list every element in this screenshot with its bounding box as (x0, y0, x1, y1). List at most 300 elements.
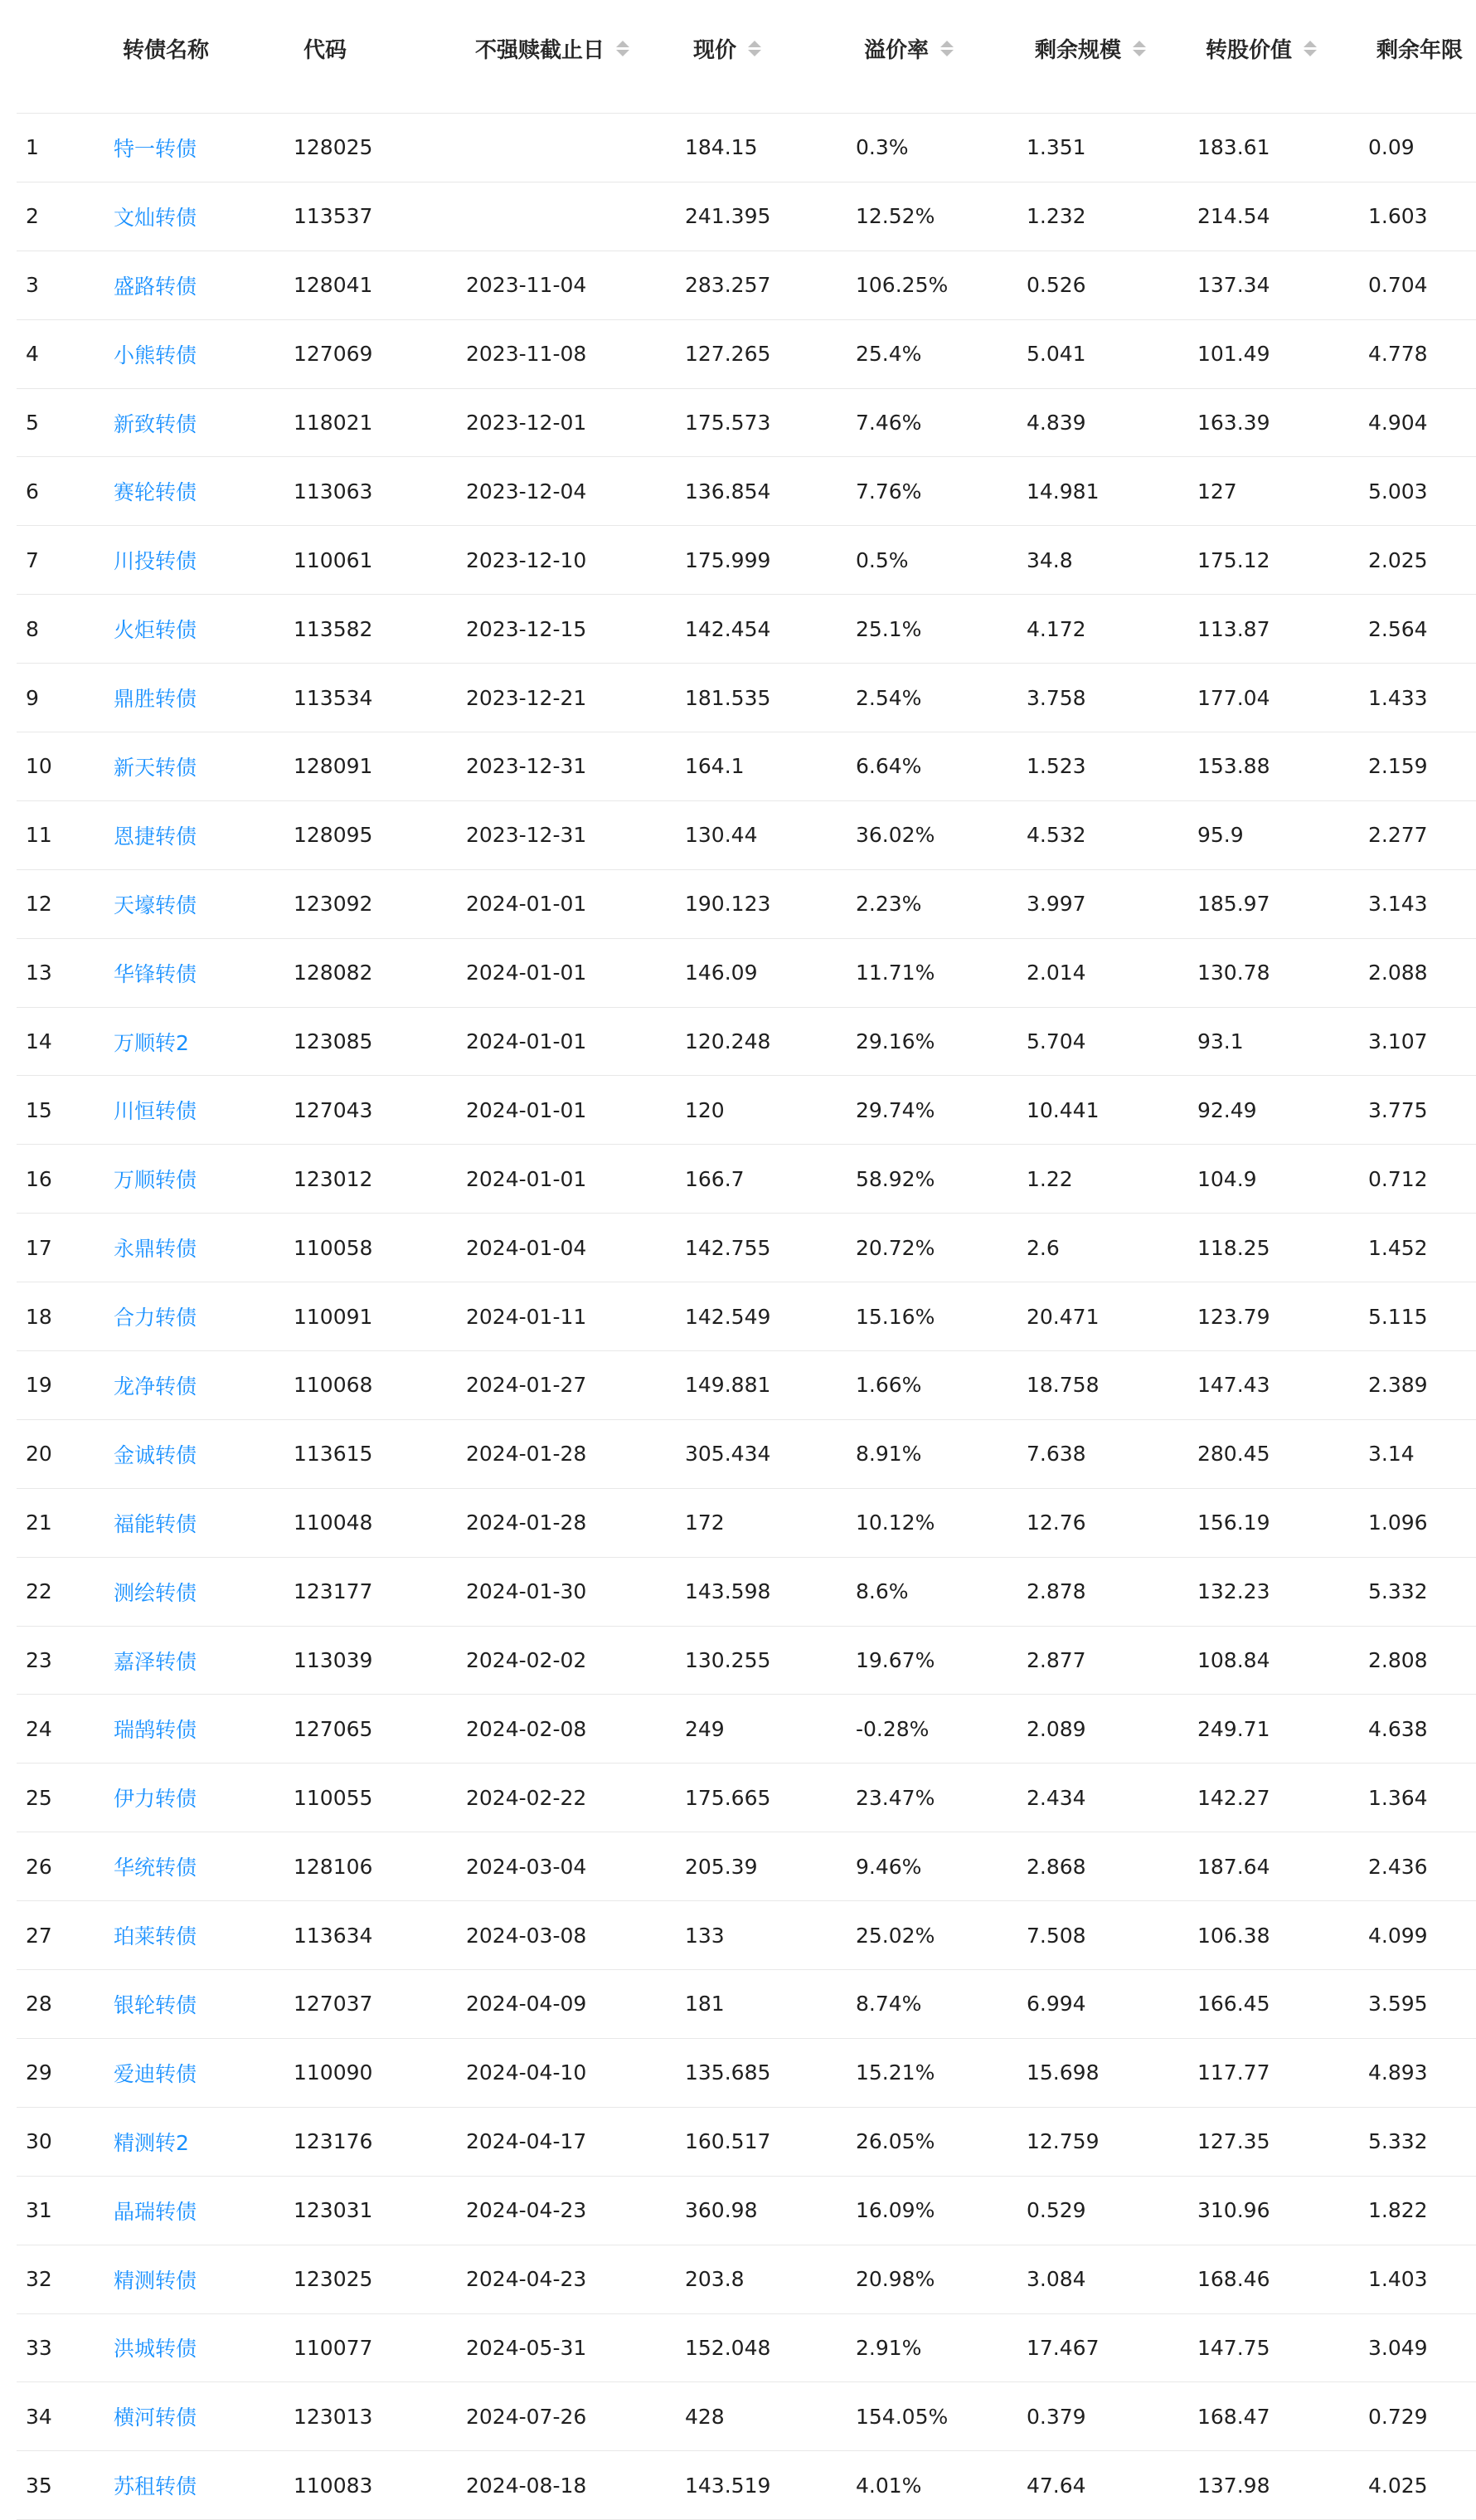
bond-name-link[interactable] (114, 664, 197, 732)
header-premium-sort[interactable] (864, 33, 954, 64)
remaining-size-text: 4.839 (1027, 411, 1086, 435)
sort-icon[interactable] (940, 41, 954, 56)
bond-name-link[interactable] (114, 2451, 197, 2519)
bond-name-link-text[interactable]: 川投转债 (114, 549, 197, 574)
conversion-value-text: 175.12 (1197, 547, 1270, 572)
bond-name-link-text[interactable]: 珀莱转债 (114, 1924, 197, 1949)
remaining-size-text: 12.759 (1027, 2129, 1100, 2154)
remaining-years-text: 2.025 (1368, 547, 1428, 572)
no-redeem-date-text: 2024-02-08 (466, 1716, 587, 1741)
bond-name-link-text[interactable]: 嘉泽转债 (114, 1649, 197, 1674)
remaining-size (1027, 1420, 1086, 1488)
bond-name-link-text[interactable]: 永鼎转债 (114, 1237, 197, 1262)
remaining-size-text: 18.758 (1027, 1373, 1100, 1398)
remaining-size (1027, 2108, 1099, 2176)
row-index-text: 24 (26, 1716, 52, 1741)
bond-name-link-text[interactable]: 鼎胜转债 (114, 687, 197, 712)
bond-code-text: 128041 (294, 273, 373, 298)
bond-name-link-text[interactable]: 洪城转债 (114, 2337, 197, 2362)
bond-name-link[interactable] (114, 389, 197, 457)
premium-rate-text: 58.92% (856, 1166, 935, 1191)
bond-code-text: 118021 (294, 411, 373, 435)
conversion-value-text: 137.98 (1197, 2473, 1270, 2498)
remaining-years (1368, 1695, 1428, 1763)
row-index-text: 22 (26, 1579, 52, 1604)
no-redeem-date-text: 2023-11-04 (466, 273, 587, 298)
bond-code (294, 664, 372, 732)
bond-name-link-text[interactable]: 金诚转债 (114, 1442, 197, 1467)
sort-icon[interactable] (1133, 41, 1146, 56)
premium-rate-text: 15.21% (856, 2060, 935, 2085)
table-row (17, 1627, 1476, 1695)
table-row (17, 939, 1476, 1008)
bond-code-text: 123176 (294, 2129, 373, 2154)
sort-icon[interactable] (748, 41, 761, 56)
bond-name-link-text[interactable]: 川恒转债 (114, 1099, 197, 1124)
conversion-value-text: 185.97 (1197, 892, 1270, 917)
remaining-years-text: 3.049 (1368, 2335, 1428, 2360)
no-redeem-date-text: 2023-12-10 (466, 547, 587, 572)
premium-rate (856, 595, 921, 663)
price-text: 190.123 (685, 892, 771, 917)
row-index (26, 182, 39, 251)
price-text: 142.454 (685, 616, 771, 641)
premium-rate-text: 10.12% (856, 1511, 935, 1535)
no-redeem-date (466, 2245, 586, 2313)
premium-rate-text: 106.25% (856, 273, 949, 298)
header-code (303, 33, 347, 64)
remaining-years (1368, 1558, 1428, 1626)
bond-name-link-text[interactable]: 横河转债 (114, 2406, 197, 2430)
table-row (17, 732, 1476, 801)
bond-name-link[interactable] (114, 1282, 197, 1350)
table-row (17, 2382, 1476, 2451)
bond-code (294, 457, 372, 525)
conversion-value (1197, 457, 1237, 525)
remaining-years-text: 2.808 (1368, 1648, 1428, 1673)
bond-name-link-text[interactable]: 银轮转债 (114, 1992, 197, 2017)
bond-name-link[interactable] (114, 182, 197, 251)
no-redeem-date-text: 2024-01-28 (466, 1511, 587, 1535)
bond-name-link[interactable] (114, 1558, 197, 1626)
remaining-size-text: 3.997 (1027, 892, 1086, 917)
premium-rate (856, 1008, 935, 1076)
bond-name-link[interactable] (114, 1076, 197, 1144)
no-redeem-date (466, 1351, 586, 1419)
row-index-text: 35 (26, 2473, 52, 2498)
premium-rate-text: 7.46% (856, 411, 922, 435)
no-redeem-date-text: 2024-04-10 (466, 2060, 587, 2085)
table-row (17, 320, 1476, 389)
bond-name-link-text[interactable]: 盛路转债 (114, 274, 197, 299)
bond-name-link[interactable] (114, 1901, 197, 1969)
bond-name-link-text[interactable]: 华锋转债 (114, 961, 197, 986)
price-text: 184.15 (685, 135, 758, 160)
header-years-label: 剩余年限 (1376, 38, 1464, 63)
bond-code (294, 114, 372, 182)
conversion-value (1197, 1145, 1257, 1213)
premium-rate-text: 8.6% (856, 1579, 909, 1604)
bond-name-link-text[interactable]: 福能转债 (114, 1511, 197, 1536)
sort-icon[interactable] (1304, 41, 1317, 56)
conversion-value-text: 93.1 (1197, 1029, 1244, 1054)
conversion-value-text: 187.64 (1197, 1854, 1270, 1879)
no-redeem-date (466, 595, 586, 663)
bond-code-text: 128025 (294, 135, 373, 160)
bond-name-link[interactable] (114, 1008, 189, 1076)
row-index-text: 25 (26, 1785, 52, 1810)
remaining-years (1368, 182, 1428, 251)
bond-name-link[interactable] (114, 732, 197, 800)
conversion-value (1197, 1420, 1270, 1488)
table-row (17, 870, 1476, 939)
remaining-size-text: 12.76 (1027, 1511, 1086, 1535)
row-index (26, 1558, 52, 1626)
bond-code-text: 123092 (294, 892, 373, 917)
bond-name-link[interactable] (114, 1970, 197, 2038)
header-conv-value-label: 转股价值 (1206, 38, 1293, 63)
remaining-years-text: 5.332 (1368, 1579, 1428, 1604)
remaining-years (1368, 1214, 1428, 1282)
premium-rate (856, 1627, 935, 1695)
remaining-years (1368, 1076, 1428, 1144)
conversion-value-text: 168.46 (1197, 2267, 1270, 2292)
premium-rate-text: 20.72% (856, 1235, 935, 1260)
bond-name-link[interactable] (114, 870, 197, 938)
bond-name-link-text[interactable]: 万顺转债 (114, 1168, 197, 1193)
price-text: 152.048 (685, 2335, 771, 2360)
no-redeem-date-text: 2023-12-31 (466, 754, 587, 779)
bond-name-link[interactable] (114, 2039, 197, 2107)
price (685, 870, 770, 938)
remaining-years-text: 1.364 (1368, 1785, 1428, 1810)
bond-code (294, 2451, 372, 2519)
premium-rate (856, 2177, 935, 2245)
remaining-years (1368, 2245, 1428, 2313)
remaining-years-text: 4.638 (1368, 1716, 1428, 1741)
no-redeem-date (466, 1764, 586, 1832)
header-size-label: 剩余规模 (1035, 38, 1122, 63)
header-premium-label: 溢价率 (864, 38, 930, 63)
conversion-value (1197, 1282, 1270, 1350)
row-index-text: 7 (26, 547, 39, 572)
premium-rate-text: 1.66% (856, 1373, 922, 1398)
premium-rate (856, 2108, 935, 2176)
remaining-years (1368, 2451, 1428, 2519)
premium-rate-text: 154.05% (856, 2404, 949, 2429)
row-index (26, 1282, 52, 1350)
bond-name-link-text[interactable]: 精测转2 (114, 2130, 189, 2155)
bond-name-link[interactable] (114, 801, 197, 869)
no-redeem-date (466, 457, 586, 525)
table-row (17, 1764, 1476, 1832)
conversion-value (1197, 1764, 1270, 1832)
row-index-text: 18 (26, 1304, 52, 1329)
remaining-size (1027, 2177, 1086, 2245)
bond-name-link[interactable] (114, 595, 197, 663)
premium-rate (856, 1832, 921, 1900)
bond-name-link-text[interactable]: 万顺转2 (114, 1030, 189, 1055)
price-text: 120.248 (685, 1029, 771, 1054)
bond-name-link-text[interactable]: 测绘转债 (114, 1580, 197, 1605)
remaining-size (1027, 1764, 1086, 1832)
bond-name-link[interactable] (114, 1145, 197, 1213)
row-index (26, 1695, 52, 1763)
bond-name-link-text[interactable]: 苏租转债 (114, 2474, 197, 2499)
remaining-size (1027, 2245, 1086, 2313)
row-index (26, 801, 52, 869)
remaining-size-text: 2.014 (1027, 961, 1086, 985)
bond-name-link-text[interactable]: 赛轮转债 (114, 480, 197, 505)
no-redeem-date-text: 2024-01-27 (466, 1373, 587, 1398)
conversion-value-text: 92.49 (1197, 1097, 1257, 1122)
bond-name-link-text[interactable]: 新致转债 (114, 411, 197, 436)
price-text: 149.881 (685, 1373, 771, 1398)
table-row (17, 457, 1476, 526)
bond-name-link[interactable] (114, 251, 197, 319)
remaining-size-text: 3.758 (1027, 685, 1086, 710)
no-redeem-date-text: 2024-07-26 (466, 2404, 587, 2429)
bond-name-link-text[interactable]: 特一转债 (114, 136, 197, 161)
bond-name-link[interactable] (114, 2177, 197, 2245)
bond-name-link[interactable] (114, 2108, 189, 2176)
bond-code-text: 110091 (294, 1304, 373, 1329)
remaining-size-text: 4.532 (1027, 823, 1086, 848)
remaining-size (1027, 1351, 1099, 1419)
sort-icon[interactable] (616, 41, 629, 56)
remaining-size-text: 14.981 (1027, 479, 1100, 504)
premium-rate-text: 19.67% (856, 1648, 935, 1673)
price-text: 146.09 (685, 961, 758, 985)
row-index-text: 16 (26, 1166, 52, 1191)
remaining-years-text: 2.088 (1368, 961, 1428, 985)
conversion-value (1197, 114, 1270, 182)
bond-name-link-text[interactable]: 伊力转债 (114, 1787, 197, 1812)
price (685, 1832, 757, 1900)
row-index (26, 251, 39, 319)
conversion-value-text: 123.79 (1197, 1304, 1270, 1329)
table-body (17, 114, 1476, 2520)
remaining-size-text: 1.523 (1027, 754, 1086, 779)
price (685, 1008, 770, 1076)
bond-code-text: 113634 (294, 1923, 373, 1948)
bond-code (294, 1558, 372, 1626)
remaining-years (1368, 1351, 1428, 1419)
no-redeem-date-text: 2024-02-22 (466, 1785, 587, 1810)
row-index-text: 2 (26, 204, 39, 229)
premium-rate (856, 1076, 935, 1144)
remaining-years-text: 3.775 (1368, 1097, 1428, 1122)
premium-rate-text: 26.05% (856, 2129, 935, 2154)
no-redeem-date (466, 1145, 586, 1213)
price (685, 1145, 745, 1213)
bond-name-link[interactable] (114, 457, 197, 525)
bond-name-link-text[interactable]: 新天转债 (114, 755, 197, 780)
row-index (26, 1832, 52, 1900)
conversion-value-text: 310.96 (1197, 2198, 1270, 2223)
header-price-sort[interactable] (693, 33, 761, 64)
conversion-value-text: 249.71 (1197, 1716, 1270, 1741)
bond-name-link-text[interactable]: 瑞鹄转债 (114, 1718, 197, 1743)
bond-code (294, 1214, 372, 1282)
bond-name-link[interactable] (114, 114, 197, 182)
no-redeem-date-text: 2023-12-31 (466, 823, 587, 848)
remaining-years-text: 1.822 (1368, 2198, 1428, 2223)
bond-code (294, 1145, 372, 1213)
bond-code (294, 801, 372, 869)
conversion-value (1197, 1558, 1270, 1626)
bond-name-link[interactable] (114, 1489, 197, 1557)
bond-name-link-text[interactable]: 文灿转债 (114, 205, 197, 230)
remaining-size-text: 5.041 (1027, 342, 1086, 367)
price (685, 1489, 725, 1557)
remaining-years (1368, 1145, 1428, 1213)
remaining-years-text: 2.389 (1368, 1373, 1428, 1398)
premium-rate-text: 8.91% (856, 1442, 922, 1467)
row-index (26, 1970, 52, 2038)
remaining-size-text: 10.441 (1027, 1097, 1100, 1122)
bond-code (294, 320, 372, 388)
bond-name-link-text[interactable]: 龙净转债 (114, 1374, 197, 1399)
remaining-size-text: 7.508 (1027, 1923, 1086, 1948)
bond-code (294, 595, 372, 663)
row-index-text: 26 (26, 1854, 52, 1879)
bond-name-link[interactable] (114, 939, 197, 1007)
header-name (123, 33, 209, 64)
premium-rate-text: 12.52% (856, 204, 935, 229)
bond-name-link-text[interactable]: 火炬转债 (114, 618, 197, 643)
table-row (17, 801, 1476, 870)
table-row (17, 2245, 1476, 2314)
bond-code-text: 128106 (294, 1854, 373, 1879)
bond-name-link[interactable] (114, 1832, 197, 1900)
bond-code (294, 526, 372, 594)
bond-name-link-text[interactable]: 晶瑞转债 (114, 2199, 197, 2224)
remaining-years-text: 1.433 (1368, 685, 1428, 710)
remaining-size (1027, 1901, 1086, 1969)
remaining-years-text: 3.14 (1368, 1442, 1415, 1467)
bond-name-link[interactable] (114, 1420, 197, 1488)
bond-name-link[interactable] (114, 526, 197, 594)
remaining-size-text: 2.434 (1027, 1785, 1086, 1810)
remaining-size-text: 20.471 (1027, 1304, 1100, 1329)
remaining-size-text: 6.994 (1027, 1992, 1086, 2016)
conversion-value (1197, 1076, 1257, 1144)
row-index-text: 8 (26, 616, 39, 641)
bond-code (294, 1970, 372, 2038)
conversion-value (1197, 1970, 1270, 2038)
price (685, 389, 770, 457)
conversion-value-text: 156.19 (1197, 1511, 1270, 1535)
no-redeem-date-text: 2024-01-01 (466, 892, 587, 917)
row-index-text: 33 (26, 2335, 52, 2360)
bond-name-link-text[interactable]: 小熊转债 (114, 343, 197, 367)
remaining-size (1027, 1695, 1086, 1763)
bond-name-link[interactable] (114, 1351, 197, 1419)
premium-rate-text: 8.74% (856, 1992, 922, 2016)
remaining-size (1027, 664, 1086, 732)
remaining-years (1368, 1627, 1428, 1695)
price-text: 175.999 (685, 547, 771, 572)
premium-rate-text: 25.1% (856, 616, 922, 641)
price (685, 2382, 725, 2450)
remaining-years-text: 3.143 (1368, 892, 1428, 917)
remaining-size (1027, 182, 1086, 251)
row-index-text: 15 (26, 1097, 52, 1122)
bond-name-link-text[interactable]: 天壕转债 (114, 893, 197, 917)
remaining-years-text: 4.778 (1368, 342, 1428, 367)
header-code-label: 代码 (303, 38, 347, 63)
conversion-value-text: 104.9 (1197, 1166, 1257, 1191)
bond-name-link-text[interactable]: 华统转债 (114, 1856, 197, 1880)
bond-table (17, 0, 1476, 2520)
remaining-size (1027, 1627, 1086, 1695)
header-date-label: 不强赎截止日 (475, 38, 605, 63)
remaining-size (1027, 1282, 1099, 1350)
no-redeem-date (466, 1214, 586, 1282)
conversion-value (1197, 939, 1270, 1007)
premium-rate (856, 182, 935, 251)
bond-name-link[interactable] (114, 320, 197, 388)
bond-name-link[interactable] (114, 2314, 197, 2382)
row-index (26, 1420, 52, 1488)
remaining-size-text: 7.638 (1027, 1442, 1086, 1467)
no-redeem-date (466, 870, 586, 938)
price-text: 305.434 (685, 1442, 771, 1467)
table-row (17, 114, 1476, 182)
bond-code (294, 2177, 372, 2245)
conversion-value-text: 153.88 (1197, 754, 1270, 779)
conversion-value-text: 166.45 (1197, 1992, 1270, 2016)
price (685, 1970, 725, 2038)
row-index-text: 6 (26, 479, 39, 504)
conversion-value-text: 214.54 (1197, 204, 1270, 229)
premium-rate-text: 16.09% (856, 2198, 935, 2223)
row-index-text: 4 (26, 342, 39, 367)
header-size-sort[interactable] (1035, 33, 1146, 64)
no-redeem-date-text: 2024-01-30 (466, 1579, 587, 1604)
no-redeem-date (466, 1832, 586, 1900)
bond-name-link-text[interactable]: 爱迪转债 (114, 2061, 197, 2086)
bond-name-link-text[interactable]: 恩捷转债 (114, 824, 197, 849)
row-index (26, 1214, 52, 1282)
bond-code (294, 939, 372, 1007)
table-row (17, 1076, 1476, 1145)
row-index-text: 11 (26, 823, 52, 848)
remaining-years (1368, 664, 1428, 732)
row-index (26, 2039, 52, 2107)
remaining-years-text: 1.603 (1368, 204, 1428, 229)
row-index (26, 457, 39, 525)
header-date-sort[interactable] (475, 33, 629, 64)
bond-name-link[interactable] (114, 2382, 197, 2450)
price (685, 320, 770, 388)
bond-name-link-text[interactable]: 合力转债 (114, 1306, 197, 1331)
bond-name-link[interactable] (114, 1695, 197, 1763)
bond-name-link[interactable] (114, 1764, 197, 1832)
premium-rate (856, 1351, 921, 1419)
price (685, 1901, 725, 1969)
header-conv-value-sort[interactable] (1206, 33, 1317, 64)
bond-code-text: 128095 (294, 823, 373, 848)
bond-name-link[interactable] (114, 1627, 197, 1695)
row-index-text: 12 (26, 892, 52, 917)
bond-name-link[interactable] (114, 2245, 197, 2313)
remaining-years (1368, 526, 1428, 594)
bond-code (294, 2382, 372, 2450)
bond-name-link-text[interactable]: 精测转债 (114, 2268, 197, 2293)
bond-name-link[interactable] (114, 1214, 197, 1282)
